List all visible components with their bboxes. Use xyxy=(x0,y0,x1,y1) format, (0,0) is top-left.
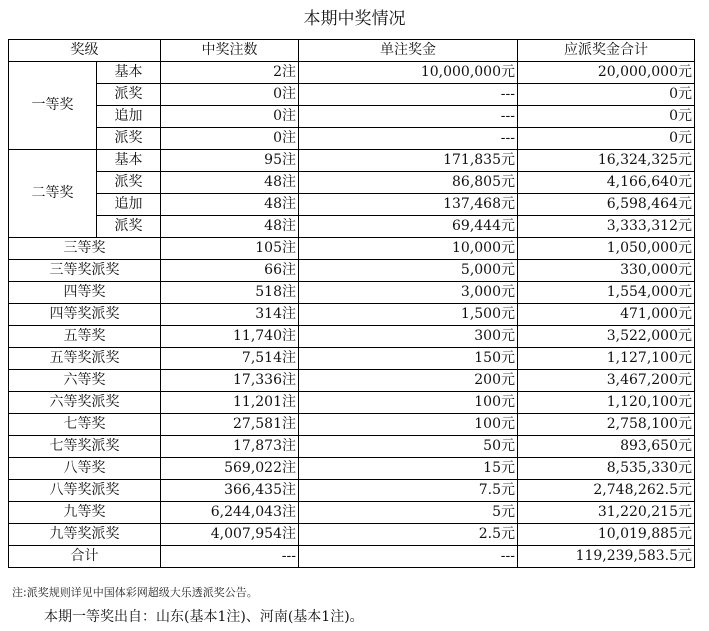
table-row xyxy=(9,238,695,260)
prize-level: 四等奖 xyxy=(9,282,161,304)
prize-level: 七等奖派奖 xyxy=(9,436,161,458)
prize-amount: --- xyxy=(299,128,518,150)
prize-level: 七等奖 xyxy=(9,414,161,436)
table-row xyxy=(9,348,695,370)
winner-count: 66注 xyxy=(161,260,299,282)
prize-amount: 5,000元 xyxy=(299,260,518,282)
sub-level: 派奖 xyxy=(97,128,161,150)
prize-total: 20,000,000元 xyxy=(518,62,695,84)
prize-level: 六等奖派奖 xyxy=(9,392,161,414)
prize-amount: 15元 xyxy=(299,458,518,480)
prize-level: 九等奖 xyxy=(9,502,161,524)
prize-total: 1,554,000元 xyxy=(518,282,695,304)
sub-level: 基本 xyxy=(97,150,161,172)
header-count: 中奖注数 xyxy=(161,40,299,62)
sub-level: 追加 xyxy=(97,194,161,216)
prize-level: 八等奖 xyxy=(9,458,161,480)
prize-total: 471,000元 xyxy=(518,304,695,326)
prize-total: 4,166,640元 xyxy=(518,172,695,194)
table-row xyxy=(9,216,695,238)
winner-count: 569,022注 xyxy=(161,458,299,480)
prize-amount: 171,835元 xyxy=(299,150,518,172)
prize-level: 八等奖派奖 xyxy=(9,480,161,502)
prize-total: 1,050,000元 xyxy=(518,238,695,260)
prize-total: 330,000元 xyxy=(518,260,695,282)
summary-total: 119,239,583.5元 xyxy=(518,546,695,568)
prize-total: 31,220,215元 xyxy=(518,502,695,524)
sub-level: 派奖 xyxy=(97,172,161,194)
header-amount: 单注奖金 xyxy=(299,40,518,62)
table-body xyxy=(9,62,695,568)
header-level: 奖级 xyxy=(9,40,161,62)
table-row xyxy=(9,524,695,546)
winner-count: 518注 xyxy=(161,282,299,304)
prize-total: 3,467,200元 xyxy=(518,370,695,392)
winner-count: 6,244,043注 xyxy=(161,502,299,524)
winner-count: 17,336注 xyxy=(161,370,299,392)
prize-level: 三等奖派奖 xyxy=(9,260,161,282)
prize-amount: 5元 xyxy=(299,502,518,524)
footnote: 注:派奖规则详见中国体彩网超级大乐透派奖公告。 xyxy=(12,586,258,599)
prize-amount: 1,500元 xyxy=(299,304,518,326)
table-row xyxy=(9,480,695,502)
prize-total: 0元 xyxy=(518,106,695,128)
prize-amount: 10,000元 xyxy=(299,238,518,260)
table-row xyxy=(9,458,695,480)
prize-level: 三等奖 xyxy=(9,238,161,260)
prize-total: 2,758,100元 xyxy=(518,414,695,436)
table-row xyxy=(9,326,695,348)
sub-level: 追加 xyxy=(97,106,161,128)
header-total: 应派奖金合计 xyxy=(518,40,695,62)
sub-level: 派奖 xyxy=(97,84,161,106)
table-row xyxy=(9,436,695,458)
prize-total: 0元 xyxy=(518,84,695,106)
prize-table xyxy=(8,39,695,568)
level-group-name: 二等奖 xyxy=(9,150,97,238)
winner-count: 2注 xyxy=(161,62,299,84)
table-row xyxy=(9,150,695,172)
prize-total: 893,650元 xyxy=(518,436,695,458)
table-row xyxy=(9,282,695,304)
table-row xyxy=(9,128,695,150)
page-title: 本期中奖情况 xyxy=(303,9,406,29)
prize-level: 五等奖派奖 xyxy=(9,348,161,370)
winner-count: 105注 xyxy=(161,238,299,260)
prize-amount: 7.5元 xyxy=(299,480,518,502)
prize-level: 五等奖 xyxy=(9,326,161,348)
table-row xyxy=(9,260,695,282)
table-row xyxy=(9,304,695,326)
table-header-row xyxy=(9,40,695,62)
level-group-name: 一等奖 xyxy=(9,62,97,150)
winner-count: 11,740注 xyxy=(161,326,299,348)
table-row xyxy=(9,172,695,194)
prize-amount: 69,444元 xyxy=(299,216,518,238)
winner-count: 27,581注 xyxy=(161,414,299,436)
table-row xyxy=(9,392,695,414)
winner-count: 366,435注 xyxy=(161,480,299,502)
summary-count: --- xyxy=(161,546,299,568)
winner-count: 314注 xyxy=(161,304,299,326)
prize-total: 16,324,325元 xyxy=(518,150,695,172)
sub-level: 基本 xyxy=(97,62,161,84)
table-row xyxy=(9,84,695,106)
prize-amount: 137,468元 xyxy=(299,194,518,216)
prize-level: 四等奖派奖 xyxy=(9,304,161,326)
winner-count: 4,007,954注 xyxy=(161,524,299,546)
prize-amount: 50元 xyxy=(299,436,518,458)
winner-count: 7,514注 xyxy=(161,348,299,370)
prize-total: 1,127,100元 xyxy=(518,348,695,370)
summary-amount: --- xyxy=(299,546,518,568)
winner-count: 48注 xyxy=(161,172,299,194)
prize-amount: 300元 xyxy=(299,326,518,348)
prize-total: 3,522,000元 xyxy=(518,326,695,348)
winner-count: 0注 xyxy=(161,128,299,150)
summary-row xyxy=(9,546,695,568)
prize-amount: 100元 xyxy=(299,392,518,414)
winner-count: 0注 xyxy=(161,106,299,128)
prize-amount: --- xyxy=(299,84,518,106)
prize-level: 六等奖 xyxy=(9,370,161,392)
prize-total: 1,120,100元 xyxy=(518,392,695,414)
prize-amount: --- xyxy=(299,106,518,128)
prize-amount: 2.5元 xyxy=(299,524,518,546)
prize-amount: 3,000元 xyxy=(299,282,518,304)
table-row xyxy=(9,414,695,436)
prize-amount: 86,805元 xyxy=(299,172,518,194)
winner-count: 48注 xyxy=(161,216,299,238)
prize-amount: 150元 xyxy=(299,348,518,370)
sub-level: 派奖 xyxy=(97,216,161,238)
prize-level: 九等奖派奖 xyxy=(9,524,161,546)
winner-count: 17,873注 xyxy=(161,436,299,458)
winner-count: 0注 xyxy=(161,84,299,106)
table-row xyxy=(9,106,695,128)
table-row xyxy=(9,502,695,524)
table-row xyxy=(9,194,695,216)
prize-amount: 200元 xyxy=(299,370,518,392)
prize-amount: 10,000,000元 xyxy=(299,62,518,84)
first-prize-origin: 本期一等奖出自：山东(基本1注)、河南(基本1注)。 xyxy=(44,609,364,625)
table-row xyxy=(9,370,695,392)
prize-amount: 100元 xyxy=(299,414,518,436)
prize-total: 3,333,312元 xyxy=(518,216,695,238)
prize-total: 6,598,464元 xyxy=(518,194,695,216)
prize-total: 8,535,330元 xyxy=(518,458,695,480)
summary-label: 合计 xyxy=(9,546,161,568)
table-row xyxy=(9,62,695,84)
prize-total: 2,748,262.5元 xyxy=(518,480,695,502)
prize-total: 10,019,885元 xyxy=(518,524,695,546)
winner-count: 11,201注 xyxy=(161,392,299,414)
winner-count: 95注 xyxy=(161,150,299,172)
prize-total: 0元 xyxy=(518,128,695,150)
winner-count: 48注 xyxy=(161,194,299,216)
